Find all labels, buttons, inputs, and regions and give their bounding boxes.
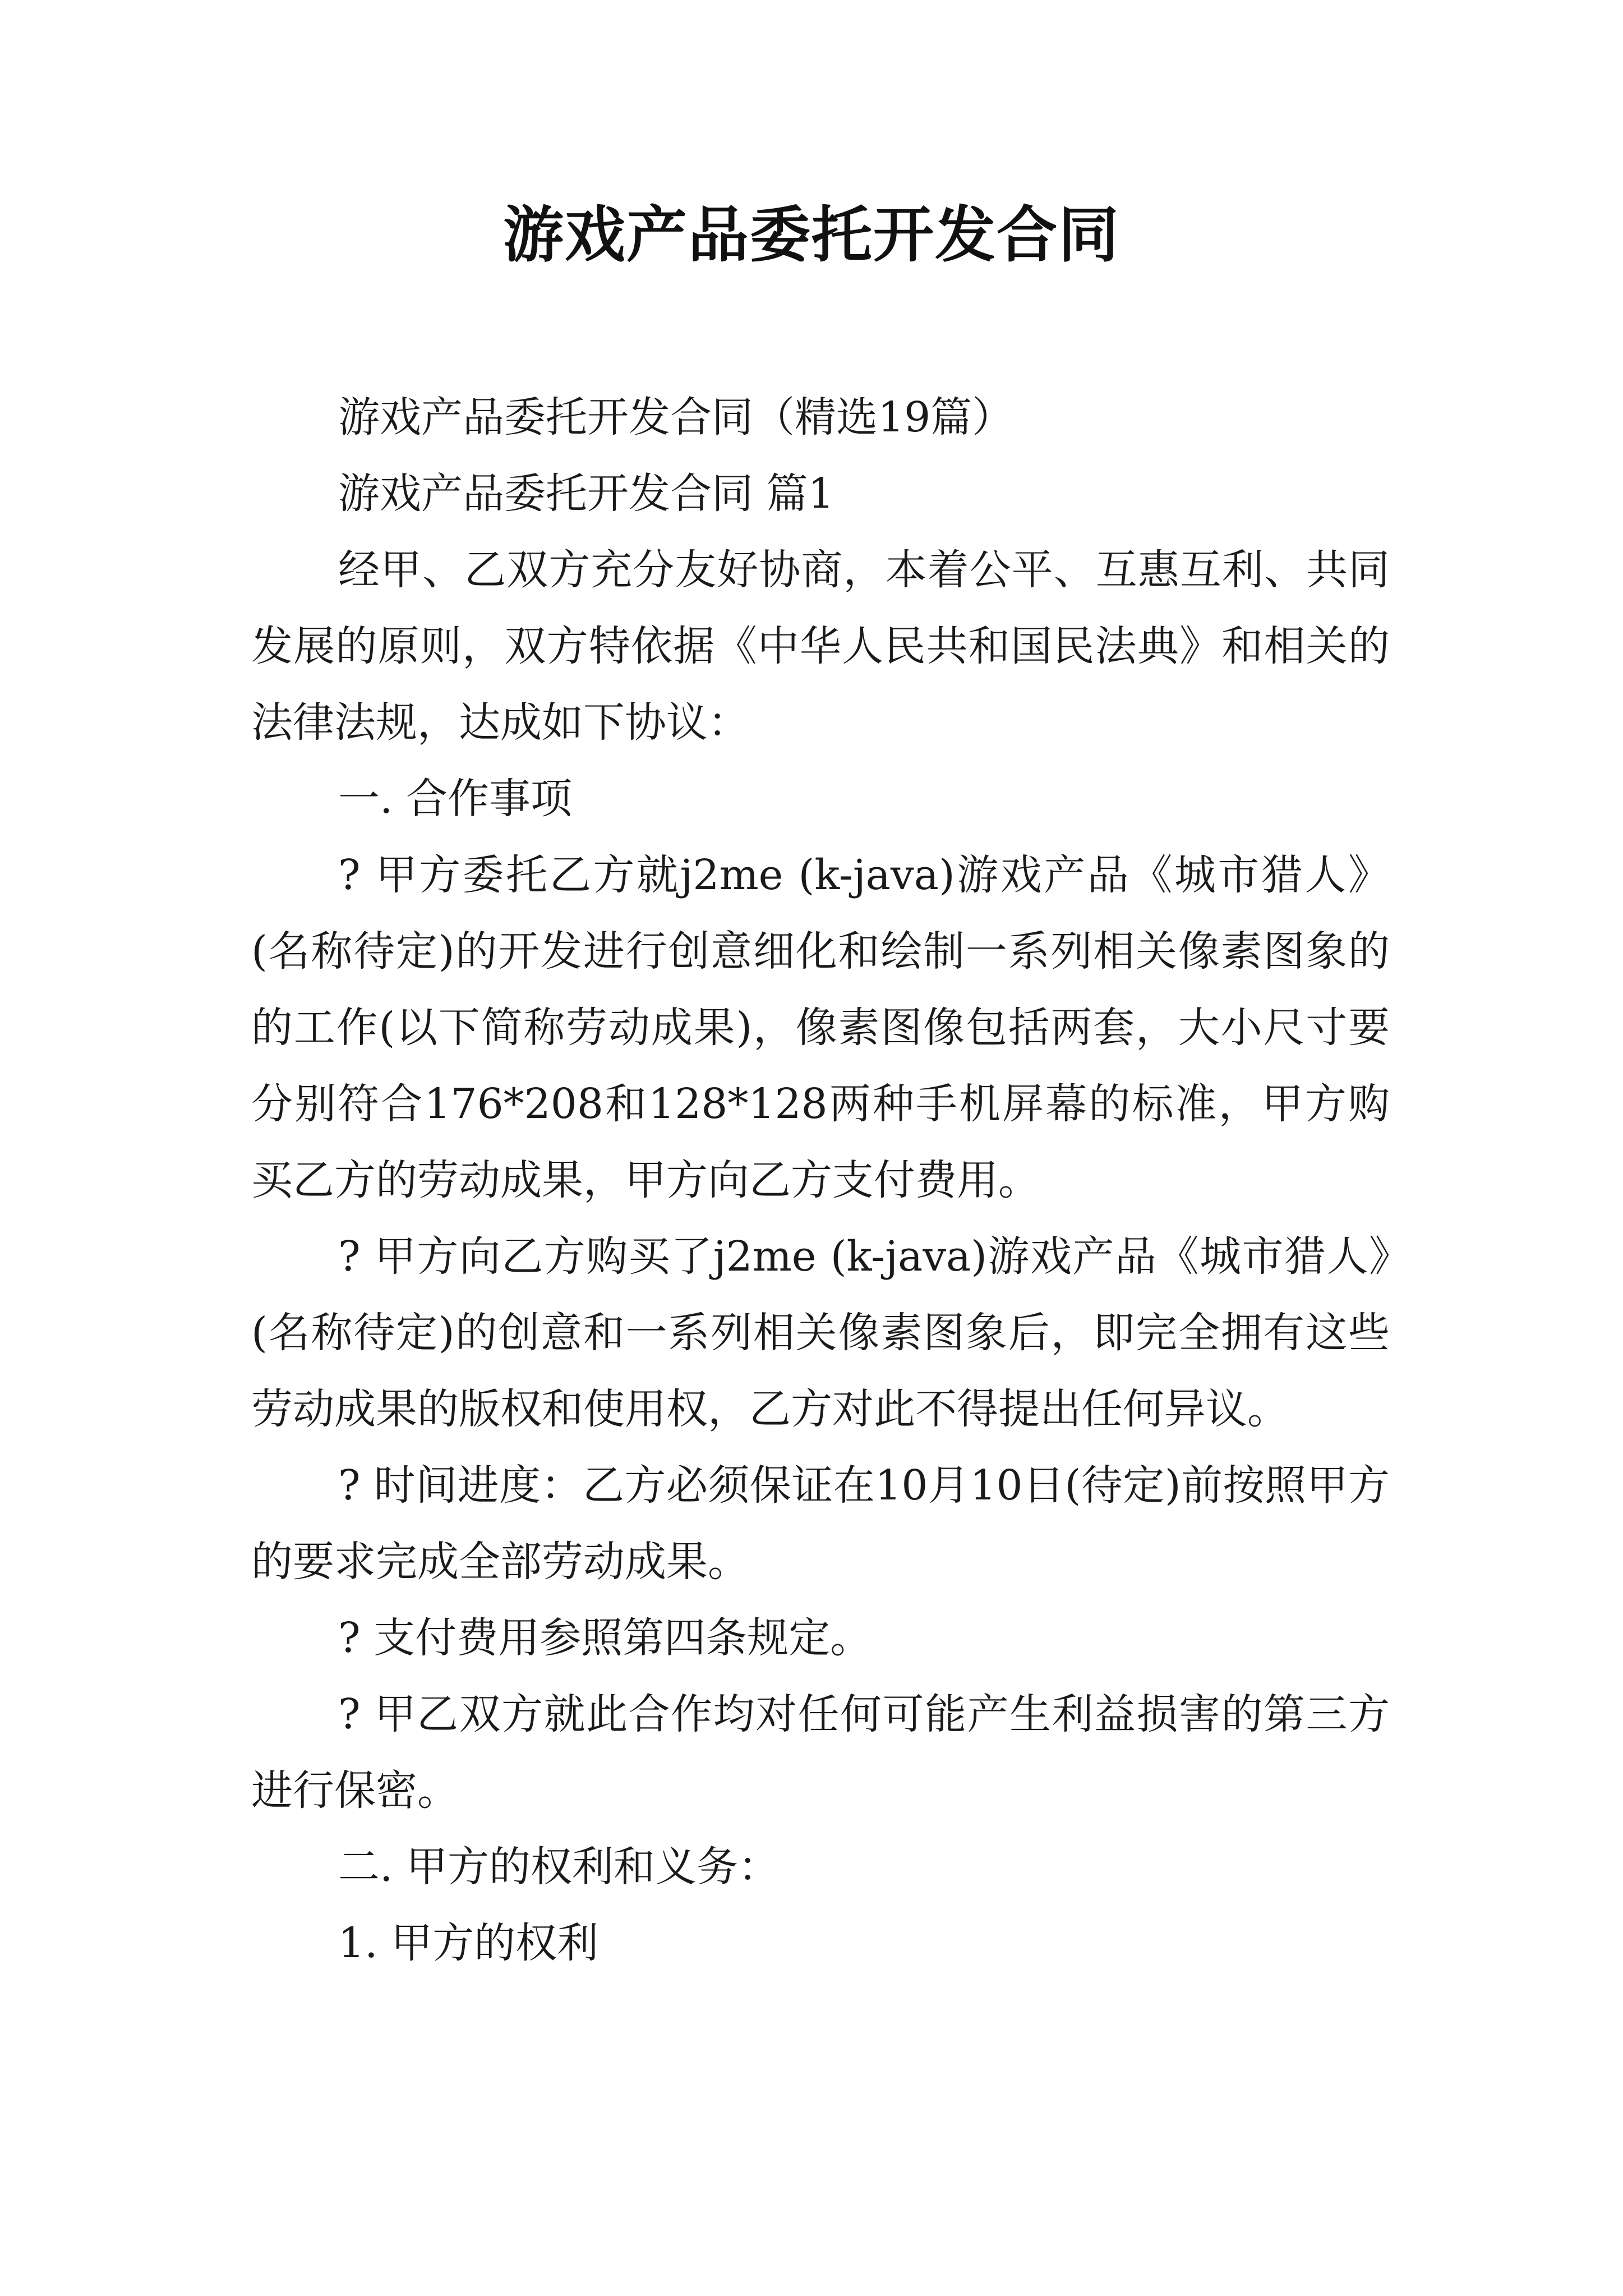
paragraph-sub-heading: 1. 甲方的权利 xyxy=(338,1919,599,1967)
document-body xyxy=(251,379,1390,1981)
paragraph-clause-heading-1: 一. 合作事项 xyxy=(338,775,573,823)
paragraph-subtitle: 游戏产品委托开发合同（精选19篇） xyxy=(338,393,1014,441)
paragraph-item: ? 甲方委托乙方就j2me (k-java)游戏产品《城市猎人》(名称待定)的开发进行创意细化和绘制一系列相关像素图象的的工作(以下简称劳动成果)，像素图像包括两套，大小尺寸要分别符合176*208和128*128两种手机屏幕的标准，甲方购买乙方的劳动成果，甲方向乙方支付费用。 xyxy=(251,851,1390,1204)
paragraph-section-heading: 游戏产品委托开发合同 篇1 xyxy=(338,470,834,518)
paragraph-item: ? 支付费用参照第四条规定。 xyxy=(338,1614,872,1662)
paragraph-clause-heading-2: 二. 甲方的权利和义务： xyxy=(338,1843,780,1891)
paragraph-preamble: 经甲、乙双方充分友好协商，本着公平、互惠互利、共同发展的原则，双方特依据《中华人民共和国民法典》和相关的法律法规，达成如下协议： xyxy=(251,546,1390,747)
paragraph-item: ? 甲乙双方就此合作均对任何可能产生利益损害的第三方进行保密。 xyxy=(251,1690,1390,1815)
paragraph-item: ? 甲方向乙方购买了j2me (k-java)游戏产品《城市猎人》(名称待定)的创意和一系列相关像素图象后，即完全拥有这些劳动成果的版权和使用权，乙方对此不得提出任何异议。 xyxy=(251,1232,1390,1433)
paragraph-item: ? 时间进度：乙方必须保证在10月10日(待定)前按照甲方的要求完成全部劳动成果。 xyxy=(251,1461,1390,1586)
document-title: 游戏产品委托开发合同 xyxy=(502,200,1120,270)
